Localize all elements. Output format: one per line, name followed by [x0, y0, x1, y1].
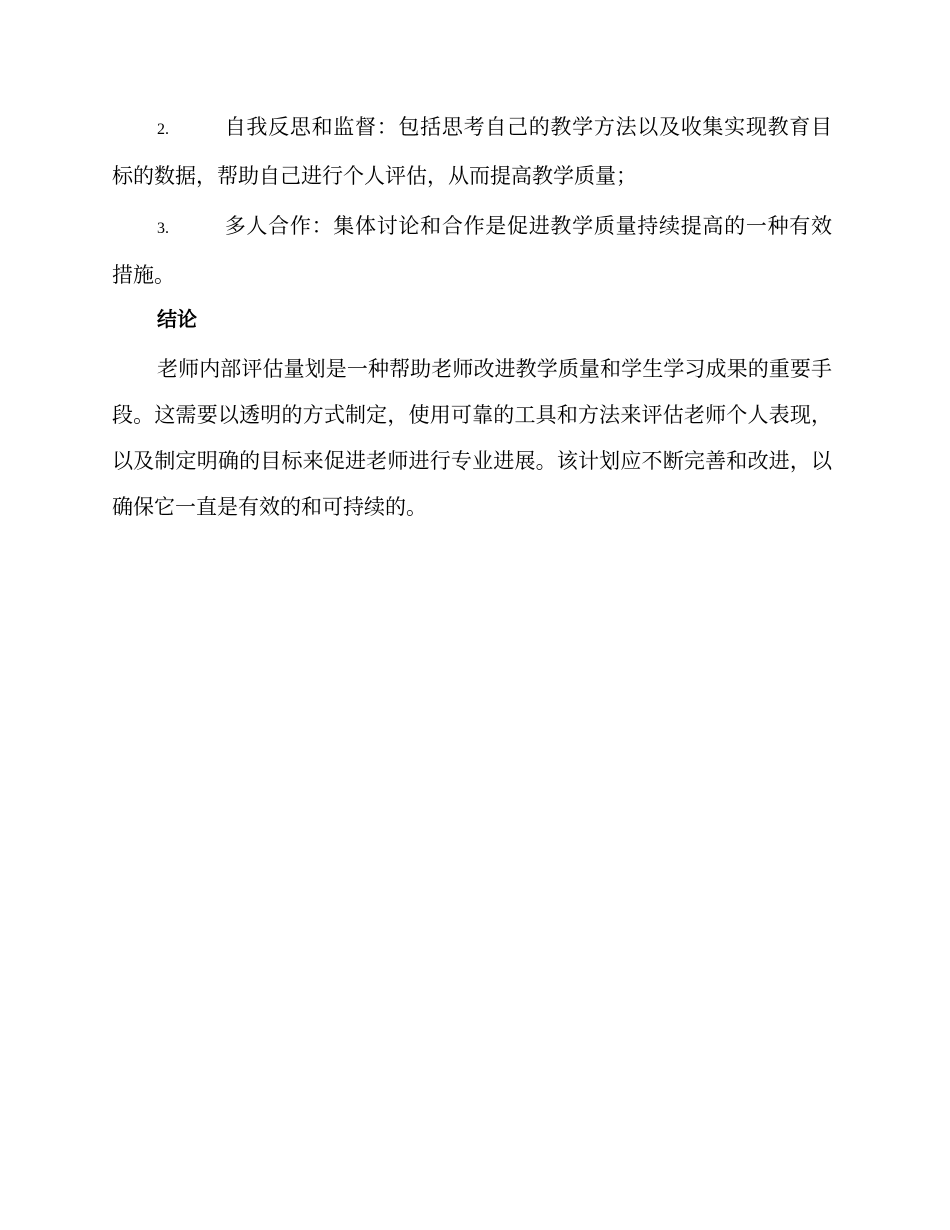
list-item-3: [112, 203, 832, 298]
document-page: [112, 104, 832, 530]
list-number: 2.: [157, 121, 169, 138]
list-item-text: 多人合作：集体讨论和合作是促进教学质量持续提高的一种有效措施。: [112, 214, 832, 287]
list-item-2: [112, 104, 832, 199]
conclusion-paragraph: 老师内部评估量划是一种帮助老师改进教学质量和学生学习成果的重要手段。这需要以透明的方式制定，使用可靠的工具和方法来评估老师个人表现，以及制定明确的目标来促进老师进行专业进展。该计划应不断完善和改进，以确保它一直是有效的和可持续的。: [112, 357, 832, 519]
list-item-text: 自我反思和监督：包括思考自己的教学方法以及收集实现教育目标的数据，帮助自己进行个人评估，从而提高教学质量；: [112, 115, 832, 188]
list-number: 3.: [157, 220, 169, 237]
section-heading-conclusion: 结论: [157, 307, 197, 331]
